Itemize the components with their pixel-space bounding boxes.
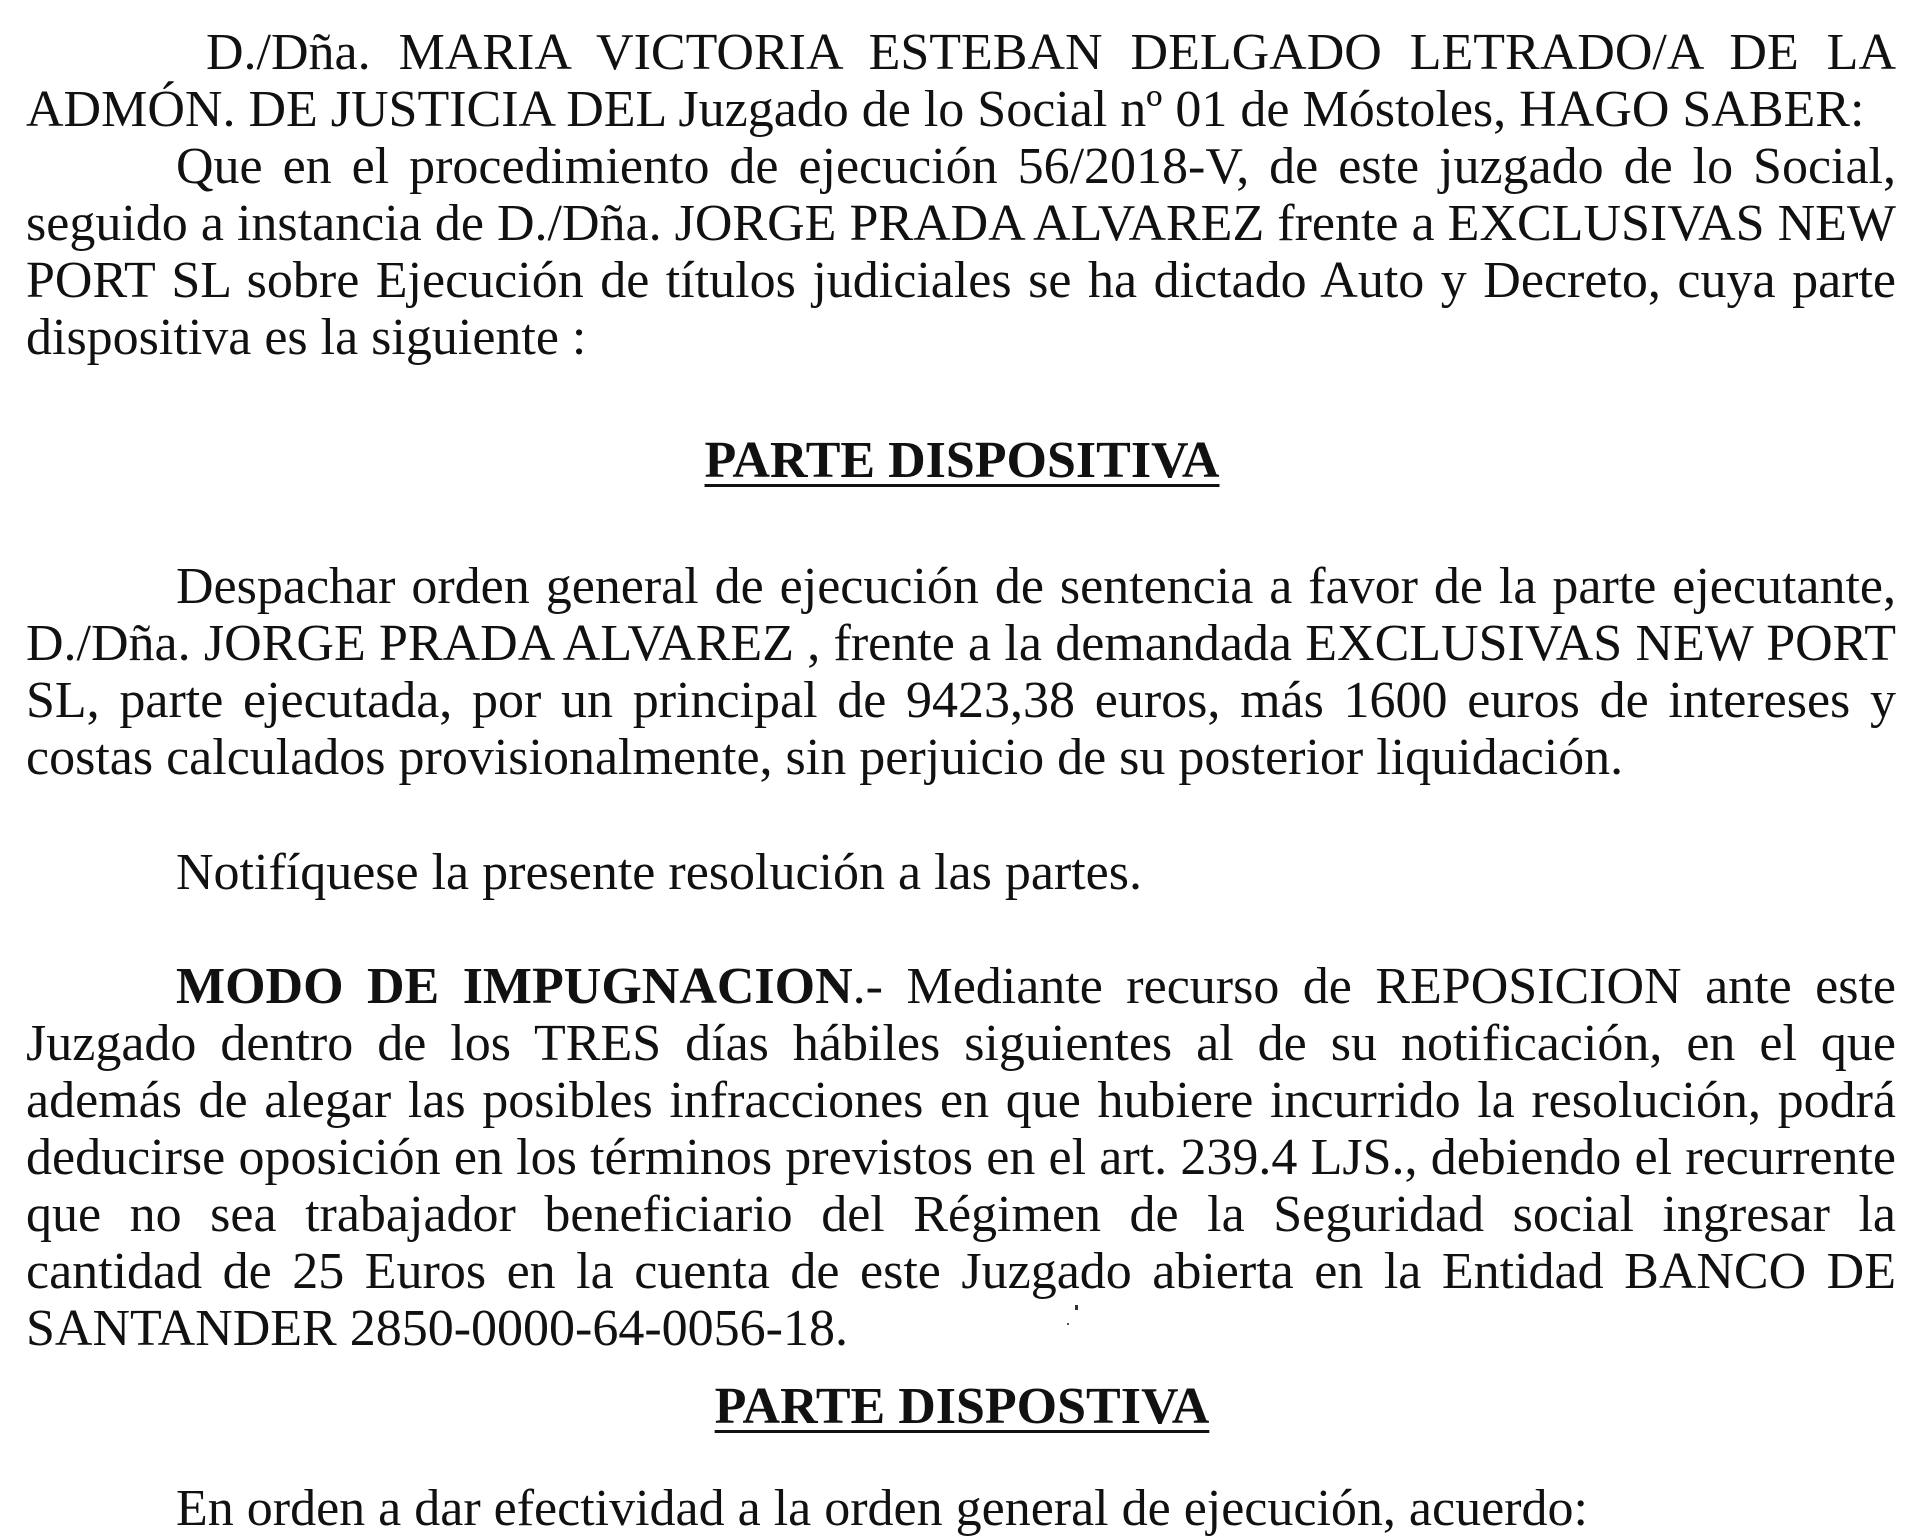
parte-dispostiva-heading: PARTE DISPOSTIVA <box>714 1378 1210 1435</box>
parte-dispositiva-heading: PARTE DISPOSITIVA <box>704 432 1220 489</box>
notify-paragraph: Notifíquese la presente resolución a las partes. <box>176 844 1142 901</box>
impugnation-text: .- Mediante recurso de REPOSICION ante este Juzgado dentro de los TRES días hábiles siguientes al de su notificación, en el que además de alegar las posibles infracciones en que hubiere incurrido la resolución, podrá deducirse oposición en los términos previstos en el art. 239.4 LJS., debiendo el recurrente que no sea trabajador beneficiario del Régimen de la Seguridad social ingresar la cantidad de 25 Euros en la cuenta de este Juzgado abierta en la Entidad BANCO DE SANTANDER 2850-0000-64-0056-18. <box>26 958 1896 1357</box>
intro-paragraph: Que en el procedimiento de ejecución 56/2018-V, de este juzgado de lo Social, seguido a instancia de D./Dña. JORGE PRADA ALVAREZ frente a EXCLUSIVAS NEW PORT SL sobre Ejecución de títulos judiciales se ha dictado Auto y Decreto, cuya parte dispositiva es la siguiente : <box>26 138 1896 366</box>
order-paragraph: Despachar orden general de ejecución de sentencia a favor de la parte ejecutante, D./Dña. JORGE PRADA ALVAREZ , frente a la demandada EXCLUSIVAS NEW PORT SL, parte ejecutada, por un principal de 9423,38 euros, más 1600 euros de intereses y costas calculados provisionalmente, sin perjuicio de su posterior liquidación. <box>26 558 1896 786</box>
header-paragraph: D./Dña. MARIA VICTORIA ESTEBAN DELGADO LETRADO/A DE LA ADMÓN. DE JUSTICIA DEL Juzgado de lo Social nº 01 de Móstoles, HAGO SABER: <box>26 24 1896 138</box>
scan-speck <box>1067 1323 1069 1325</box>
impugnation-label: MODO DE IMPUGNACION <box>176 958 853 1015</box>
closing-paragraph: En orden a dar efectividad a la orden general de ejecución, acuerdo: <box>176 1480 1588 1537</box>
impugnation-paragraph <box>26 958 1896 1357</box>
scan-speck <box>1075 1305 1078 1310</box>
